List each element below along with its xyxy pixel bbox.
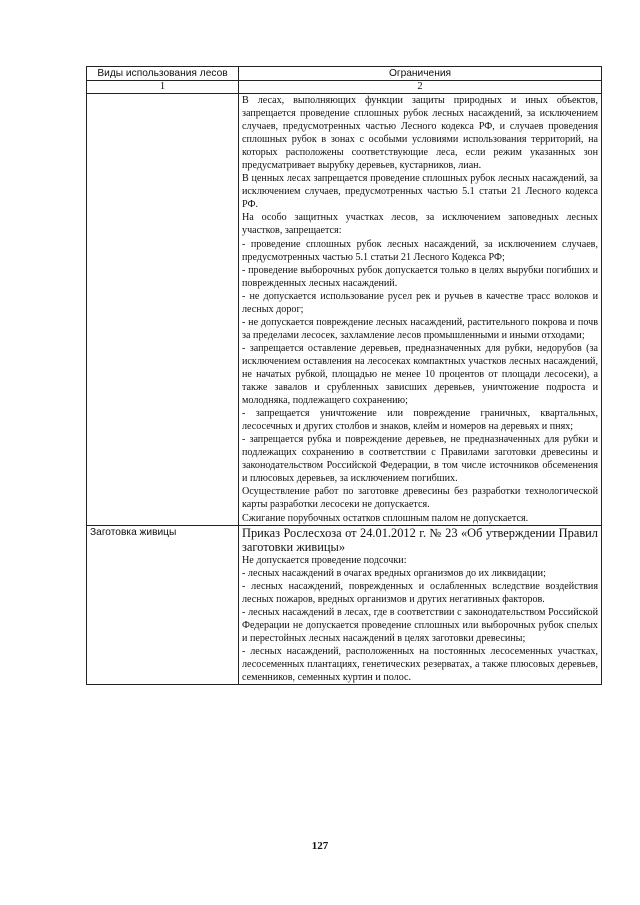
restriction-paragraph: На особо защитных участках лесов, за исключением заповедных лесных участков, запрещается: [242,212,598,237]
table-row [87,525,602,685]
restrictions-cell [239,525,602,685]
page-number: 127 [311,840,329,852]
column-number-2: 2 [239,81,602,94]
restriction-paragraph: - лесных насаждений, поврежденных и ослабленных вследствие воздействия лесных пожаров, вредных организмов и других негативных факторов. [242,581,598,606]
restriction-paragraph: Не допускается проведение подсочки: [242,554,407,566]
restrictions-cell [239,94,602,526]
restriction-paragraph: - запрещается оставление деревьев, предназначенных для рубки, недорубов (за исключением оставления на лесосеках компактных участков лесных насаждений, не начатых рубкой, площадью не менее 10 процентов от площади лесосеки), а также завалов и срубленных зависших деревьев, уничтожение подроста и молодняка, подлежащего сохранению; [242,342,598,407]
restriction-paragraph: - не допускается повреждение лесных насаждений, растительного покрова и почв за пределами лесосек, захламление лесов промышленными и иными отходами; [242,316,598,341]
document-page [86,66,601,685]
table-header-row [87,67,602,81]
restriction-paragraph: - лесных насаждений, расположенных на постоянных лесосеменных участках, лесосеменных плантациях, генетических резерватах, а также плюсовых деревьев, семенников, семенных куртин и полос. [242,646,598,684]
restriction-paragraph: Сжигание порубочных остатков сплошным палом не допускается. [242,512,529,524]
restriction-paragraph: - проведение сплошных рубок лесных насаждений, за исключением случаев, предусмотренных частью 5.1 статьи 21 Лесного Кодекса РФ; [242,238,598,263]
regulation-reference: Приказ Рослесхоза от 24.01.2012 г. № 23 «Об утверждении Правил заготовки живицы» [242,525,598,554]
restriction-paragraph: В лесах, выполняющих функции защиты природных и иных объектов, запрещается проведение сплошных рубок лесных насаждений, за исключением случаев, предусмотренных частью Лесного кодекса РФ, и случаев проведения сплошных рубок в зонах с особыми условиями использования территорий, на которых расположены соответствующие леса, если режим указанных зон предусматривает вырубку деревьев, кустарников, лиан. [242,95,598,172]
restriction-paragraph: - лесных насаждений в лесах, где в соответствии с законодательством Российской Федерации не допускается проведение сплошных или выборочных рубок спелых и перестойных лесных насаждений в целях заготовки древесины; [242,607,598,645]
restriction-paragraph: - лесных насаждений в очагах вредных организмов до их ликвидации; [242,568,546,579]
restriction-paragraph: - запрещается уничтожение или повреждение граничных, квартальных, лесосечных и других столбов и знаков, клейм и номеров на деревьях и пнях; [242,408,598,433]
restriction-paragraph: - не допускается использование русел рек и ручьев в качестве трасс волоков и лесных дорог; [242,290,598,315]
header-usage-types: Виды использования лесов [87,67,239,81]
header-restrictions: Ограничения [239,67,602,81]
table-row [87,94,602,526]
restriction-paragraph: Осуществление работ по заготовке древесины без разработки технологической карты разработки лесосеки не допускается. [242,486,598,511]
restrictions-table [86,66,602,685]
restriction-paragraph: - запрещается рубка и повреждение деревьев, не предназначенных для рубки и подлежащих сохранению в соответствии с Правилами заготовки древесины и законодательством Российской Федерации, в том числе источников обсеменения и плюсовых деревьев, за исключением погибших. [242,434,598,485]
restriction-paragraph: В ценных лесах запрещается проведение сплошных рубок лесных насаждений, за исключением случаев, предусмотренных частью 5.1 статьи 21 Лесного кодекса РФ. [242,173,598,211]
column-number-row [87,81,602,94]
column-number-1: 1 [87,81,239,94]
restriction-paragraph: - проведение выборочных рубок допускается только в целях вырубки погибших и поврежденных лесных насаждений. [242,264,598,289]
usage-type-cell [87,94,239,526]
usage-type-cell: Заготовка живицы [87,525,239,685]
